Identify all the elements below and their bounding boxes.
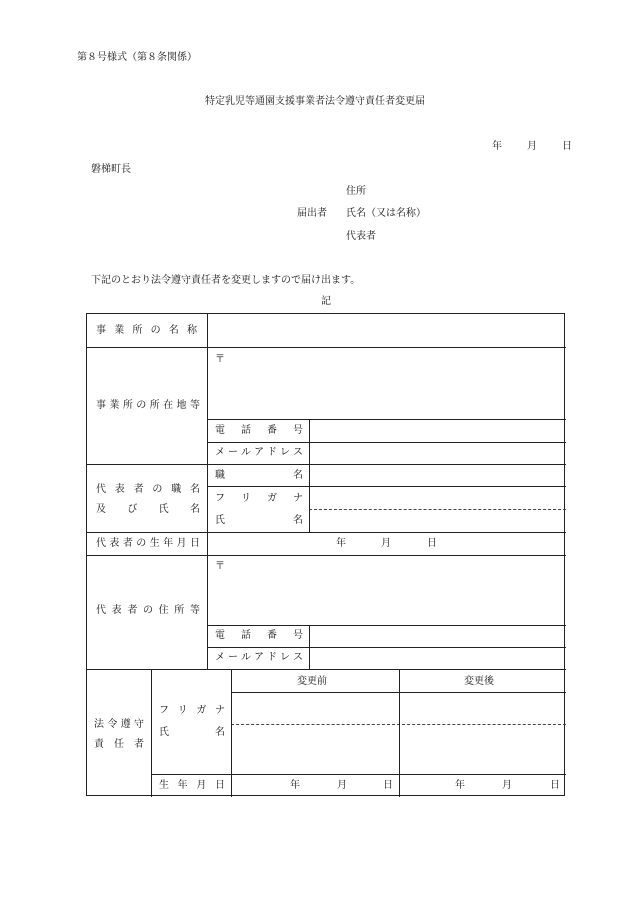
rep-shimei-label: 氏 名 xyxy=(215,515,303,526)
office-location-label: 事 業 所 の 所 在 地 等 xyxy=(96,400,200,411)
after-birth-year: 年 xyxy=(455,780,465,791)
rep-furigana-label: フ リ ガ ナ xyxy=(215,493,303,504)
before-birth-day: 日 xyxy=(383,780,393,791)
officer-shimei-label: 氏 名 xyxy=(159,727,225,738)
applicant-label: 届出者 xyxy=(297,208,327,219)
rep-title-label-line1: 代 表 者 の 職 名 xyxy=(96,484,200,495)
rep-birth-day: 日 xyxy=(427,538,437,549)
after-change-header: 変更後 xyxy=(464,676,494,687)
before-change-header: 変更前 xyxy=(297,676,327,687)
officer-birthdate-label: 生 年 月 日 xyxy=(159,780,225,791)
date-month: 月 xyxy=(527,141,537,152)
rep-postal-mark: 〒 xyxy=(215,561,225,572)
document-title: 特定乳児等通園支援事業者法令遵守責任者変更届 xyxy=(205,96,425,107)
notification-form xyxy=(86,313,565,796)
name-label: 氏名（又は名称） xyxy=(346,208,426,219)
ki-label: 記 xyxy=(321,296,331,307)
before-birth-month: 月 xyxy=(337,780,347,791)
representative-label: 代表者 xyxy=(346,231,376,242)
shokumei-label: 職 名 xyxy=(215,470,303,481)
rep-email-label: メ ー ル ア ド レ ス xyxy=(215,652,303,663)
statement: 下記のとおり法令遵守責任者を変更しますので届け出ます。 xyxy=(91,275,361,286)
rep-birthdate-label: 代 表 者 の 生 年 月 日 xyxy=(96,538,200,549)
after-birth-day: 日 xyxy=(550,780,560,791)
rep-birth-year: 年 xyxy=(336,538,346,549)
rep-title-label-line2: 及 び 氏 名 xyxy=(96,504,200,515)
officer-label-line2: 責 任 者 xyxy=(94,739,144,750)
form-number: 第８号様式（第８条関係） xyxy=(77,52,197,63)
date-day: 日 xyxy=(562,141,572,152)
before-birth-year: 年 xyxy=(290,780,300,791)
rep-address-label: 代 表 者 の 住 所 等 xyxy=(96,605,200,616)
rep-phone-label: 電 話 番 号 xyxy=(215,630,303,641)
officer-label-line1: 法 令 遵 守 xyxy=(94,719,144,730)
postal-mark: 〒 xyxy=(215,354,225,365)
office-phone-label: 電 話 番 号 xyxy=(215,425,303,436)
address-label: 住所 xyxy=(346,186,366,197)
addressee: 磐梯町長 xyxy=(91,164,131,175)
officer-furigana-label: フ リ ガ ナ xyxy=(159,705,225,716)
office-name-label: 事 業 所 の 名 称 xyxy=(96,325,197,336)
rep-birth-month: 月 xyxy=(381,538,391,549)
office-email-label: メ ー ル ア ド レ ス xyxy=(215,447,303,458)
date-year: 年 xyxy=(492,141,502,152)
after-birth-month: 月 xyxy=(502,780,512,791)
